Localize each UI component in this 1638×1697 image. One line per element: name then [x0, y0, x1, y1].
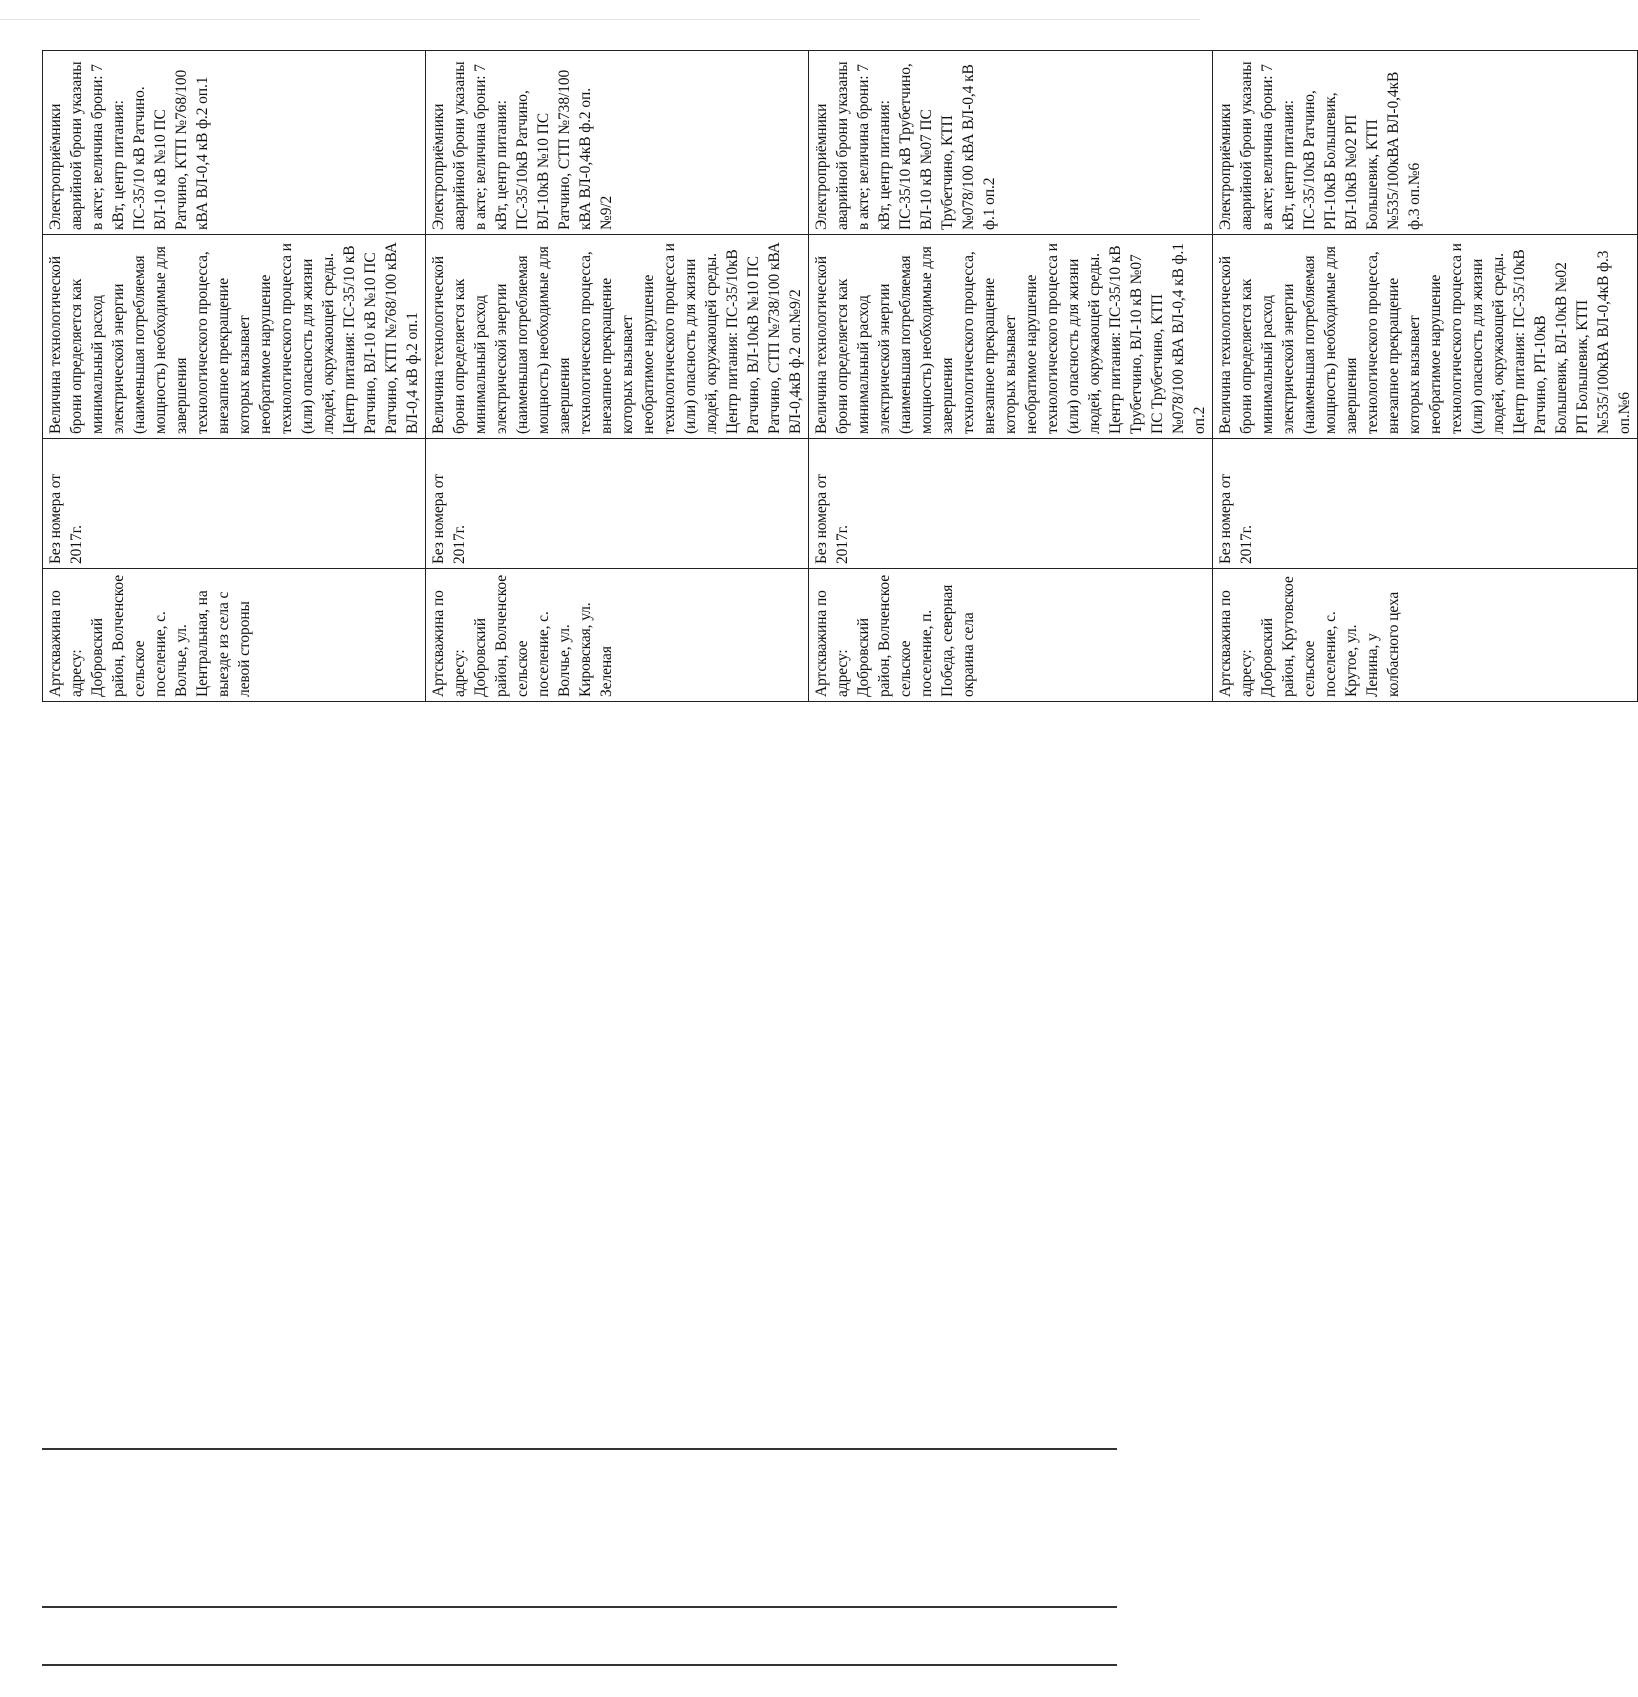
emergency-reserve-cell: Электроприёмники аварийной брони указаны в акте; величина брони: 7 кВт, центр питания: ПС-35/10 кВ Трубетчино, ВЛ-10 кВ №07 ПС Трубетчино, КТП №078/100 кВА ВЛ-0,4 кВ ф.1 оп.2: [809, 51, 1213, 235]
table-container: [42, 51, 1633, 702]
signature-line: [42, 1606, 1117, 1608]
document-cell: Без номера от 2017г.: [809, 439, 1213, 569]
scan-edge-line: [0, 19, 1200, 20]
emergency-reserve-table: [42, 50, 1638, 702]
document-cell: Без номера от 2017г.: [426, 439, 809, 569]
table-row: [809, 51, 1213, 702]
location-cell: Артскважина по адресу: Добровский район, Волченское сельское поселение, с. Волчье, ул. Кировская, ул. Зеленая: [426, 569, 809, 702]
rotated-table-frame: [42, 51, 1633, 702]
signature-line: [42, 1448, 1117, 1450]
signature-line: [42, 1664, 1117, 1666]
tech-reserve-cell: Величина технологической брони определяется как минимальный расход электрической энергии (наименьшая потребляемая мощность) необходимые для завершения технологического процесса, внезапное прекращение которых вызывает необратимое нарушение технологического процесса и (или) опасность для жизни людей, окружающей среды. Центр питания: ПС-35/10кВ Ратчино, РП-10кВ Большевик, ВЛ-10кВ №02 РП Большевик, КТП №535/100кВА ВЛ-0,4кВ ф.3 оп.№6: [1213, 235, 1638, 439]
document-cell: Без номера от 2017г.: [1213, 439, 1638, 569]
table-row: [43, 51, 426, 702]
table-row: [426, 51, 809, 702]
location-cell: Артскважина по адресу: Добровский район, Крутовское сельское поселение, с. Крутое, ул. Ленина, у колбасного цеха: [1213, 569, 1638, 702]
table-row: [1213, 51, 1638, 702]
tech-reserve-cell: Величина технологической брони определяется как минимальный расход электрической энергии (наименьшая потребляемая мощность) необходимые для завершения технологического процесса, внезапное прекращение которых вызывает необратимое нарушение технологического процесса и (или) опасность для жизни людей, окружающей среды. Центр питания: ПС-35/10кВ Ратчино, ВЛ-10кВ №10 ПС Ратчино, СТП №738/100 кВА ВЛ-0,4кВ ф.2 оп.№9/2: [426, 235, 809, 439]
emergency-reserve-cell: Электроприёмники аварийной брони указаны в акте; величина брони: 7 кВт, центр питания: ПС-35/10кВ Ратчино, РП-10кВ Большевик, ВЛ-10кВ №02 РП Большевик, КТП №535/100кВА ВЛ-0,4кВ ф.3 оп.№6: [1213, 51, 1638, 235]
location-cell: Артскважина по адресу: Добровский район, Волченское сельское поселение, с. Волчье, ул. Центральная, на выезде из села с левой стороны: [43, 569, 426, 702]
location-cell: Артскважина по адресу: Добровский район, Волченское сельское поселение, п. Победа, северная окраина села: [809, 569, 1213, 702]
tech-reserve-cell: Величина технологической брони определяется как минимальный расход электрической энергии (наименьшая потребляемая мощность) необходимые для завершения технологического процесса, внезапное прекращение которых вызывает необратимое нарушение технологического процесса и (или) опасность для жизни людей, окружающей среды. Центр питания: ПС-35/10 кВ Ратчино, ВЛ-10 кВ №10 ПС Ратчино, КТП №768/100 кВА ВЛ-0,4 кВ ф.2 оп.1: [43, 235, 426, 439]
tech-reserve-cell: Величина технологической брони определяется как минимальный расход электрической энергии (наименьшая потребляемая мощность) необходимые для завершения технологического процесса, внезапное прекращение которых вызывает необратимое нарушение технологического процесса и (или) опасность для жизни людей, окружающей среды. Центр питания: ПС-35/10 кВ Трубетчино, ВЛ-10 кВ №07 ПС Трубетчино, КТП №078/100 кВА ВЛ-0,4 кВ ф.1 оп.2: [809, 235, 1213, 439]
emergency-reserve-cell: Электроприёмники аварийной брони указаны в акте; величина брони: 7 кВт, центр питания: ПС-35/10кВ Ратчино, ВЛ-10кВ №10 ПС Ратчино, СТП №738/100 кВА ВЛ-0,4кВ ф.2 оп.№9/2: [426, 51, 809, 235]
document-cell: Без номера от 2017г.: [43, 439, 426, 569]
emergency-reserve-cell: Электроприёмники аварийной брони указаны в акте; величина брони: 7 кВт, центр питания: ПС-35/10 кВ Ратчино. ВЛ-10 кВ №10 ПС Ратчино, КТП №768/100 кВА ВЛ-0,4 кВ ф.2 оп.1: [43, 51, 426, 235]
